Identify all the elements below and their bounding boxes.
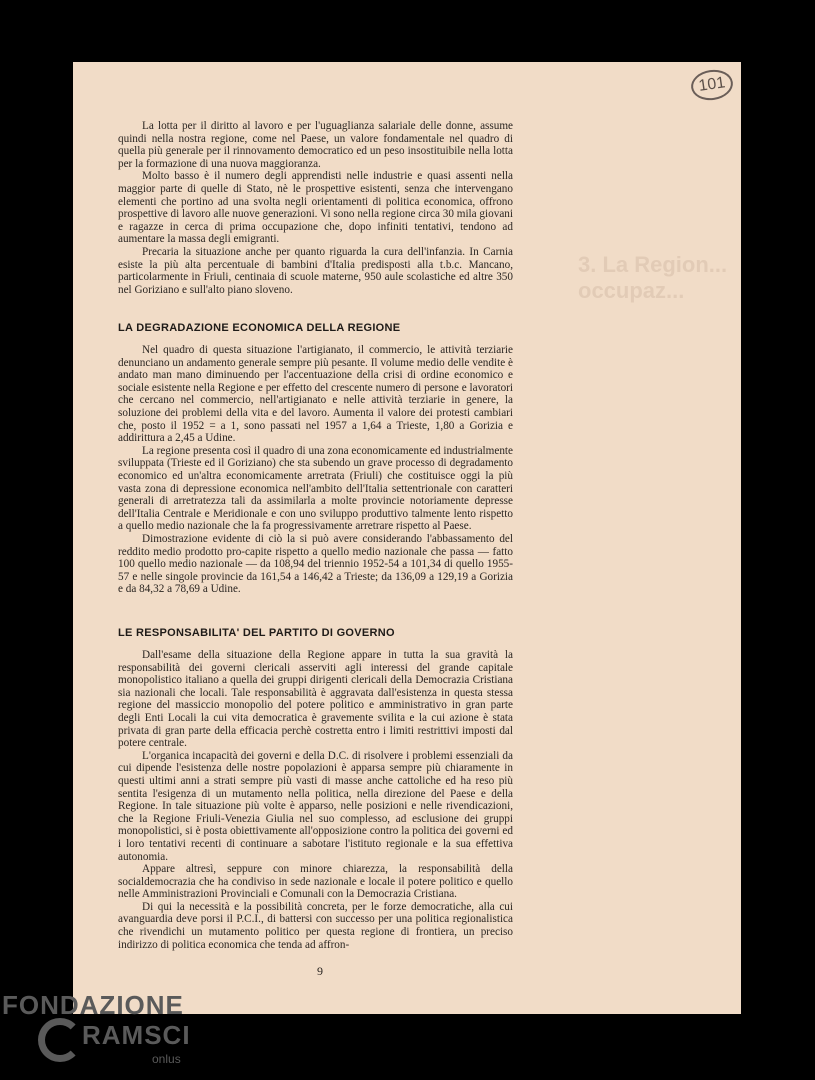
watermark-line1: FONDAZIONE bbox=[2, 990, 184, 1020]
paragraph: Dall'esame della situazione della Regione appare in tutta la sua gravità la responsabilità dei governi clericali asserviti agli interessi del grande capitale monopolistico italiano a quella dei gruppi dirigenti clericali della Democrazia Cristiana sia nazionali che locali. Tale responsabilità è aggravata dall'esistenza in questa stessa regione del massiccio monopolio del potere politico e amministrativo in gran parte degli Enti Locali la cui vita democratica è gravemente svilita e la cui azione è stata privata di gran parte della efficacia perchè costretta entro i limiti restrittivi imposti dal potere centrale. bbox=[118, 649, 513, 750]
paragraph: Precaria la situazione anche per quanto riguarda la cura dell'infanzia. In Carnia esiste la più alta percentuale di bambini d'Italia predisposti alla t.b.c. Mancano, particolarmente in Friuli, centinaia di scuole materne, 950 aule scolastiche ed altre 350 nel Goriziano e sull'alto piano sloveno. bbox=[118, 245, 513, 296]
paragraph: Nel quadro di questa situazione l'artigianato, il commercio, le attività terziarie denunciano un andamento generale sempre più pesante. Il volume medio delle vendite è andato man mano diminuendo per l'accentuazione della crisi di ordine economico e sociale esistente nella Regione e per effetto del crescente numero di persone e lavoratori che cercano nel commercio, nell'artigianato e nelle attività terziarie in genere, la soluzione dei problemi della vita e del lavoro. Aumenta il valore dei protesti cambiari che, posto il 1952 = a 1, sono passati nel 1957 a 1,64 a Trieste, 1,80 a Gorizia e addirittura a 2,45 a Udine. bbox=[118, 344, 513, 445]
page-number: 9 bbox=[317, 964, 323, 978]
paragraph: Appare altresì, seppure con minore chiarezza, la responsabilità della socialdemocrazia che ha condiviso in sede nazionale e locale il potere politico e quello nelle Amministrazioni Provinciali e Comunali con la Democrazia Cristiana. bbox=[118, 863, 513, 901]
watermark-g-logo-icon bbox=[38, 1018, 82, 1062]
watermark-line3: onlus bbox=[152, 1052, 181, 1066]
paragraph: Molto basso è il numero degli apprendisti nelle industrie e quasi assenti nella maggior parte di quelle di Stato, nè le prospettive esistenti, senza che intervengano elementi che portino ad una svolta negli orientamenti di politica economica, offrono prospettive di lavoro alle nuove generazioni. Vi sono nella regione circa 30 mila giovani e ragazze in cerca di prima occupazione che, dopo infiniti tentativi, tendono ad aumentare la massa degli emigranti. bbox=[118, 170, 513, 246]
paragraph: Dimostrazione evidente di ciò la si può avere considerando l'abbassamento del reddito medio prodotto pro-capite rispetto a quello medio nazionale che passa — fatto 100 quello medio nazionale — da 108,94 del triennio 1952-54 a 101,34 di quello 1955-57 e nelle singole provincie da 161,54 a 146,42 a Trieste; da 136,09 a 129,19 a Gorizia e da 84,32 a 78,69 a Udine. bbox=[118, 532, 513, 596]
document-page bbox=[73, 62, 741, 1014]
paragraph: La lotta per il diritto al lavoro e per l'uguaglianza salariale delle donne, assume quindi nella nostra regione, come nel Paese, un valore fondamentale nel quadro di quella più generale per il rinnovamento democratico ed un peso insostituibile nella lotta per la formazione di una nuova maggioranza. bbox=[118, 120, 513, 170]
paragraph: L'organica incapacità dei governi e della D.C. di risolvere i problemi essenziali da cui dipende l'esistenza delle nostre popolazioni è apparsa sempre più chiaramente in questi ultimi anni a strati sempre più vasti di masse anche cattoliche ed ha reso più sentita l'esigenza di un mutamento nella politica, nella direzione del Paese e della Regione. In tale situazione più volte è apparso, nelle posizioni e nelle rivendicazioni, che la Regione Friuli-Venezia Giulia nel suo complesso, ad esclusione dei gruppi monopolistici, si è posta obiettivamente all'opposizione contro la politica dei governi ed i loro tentativi recenti di continuare a sabotare l'istituto regionale e la sua effettiva autonomia. bbox=[118, 749, 513, 863]
paragraph: Di qui la necessità e la possibilità concreta, per le forze democratiche, alla cui avanguardia deve porsi il P.C.I., di battersi con successo per una politica regionalistica che rivendichi un mutamento politico per questa regione di frontiera, un preciso indirizzo di politica economica che tenda ad affron- bbox=[118, 900, 513, 951]
section-heading-degradazione: LA DEGRADAZIONE ECONOMICA DELLA REGIONE bbox=[118, 322, 401, 334]
paragraph: La regione presenta così il quadro di una zona economicamente ed industrialmente sviluppata (Trieste ed il Goriziano) che sta subendo un grave processo di degradamento economico ed un'altra economicamente arretrata (Friuli) che costituisce oggi la più vasta zona di depressione economica nell'ambito dell'Italia settentrionale con caratteri generali di arretratezza tali da assimilarla a molte provincie notoriamente depresse dell'Italia Centrale e Meridionale e con uno sviluppo produttivo talmente lento rispetto a quello medio nazionale che la fa progressivamente arretrare rispetto al Paese. bbox=[118, 444, 513, 533]
fondazione-gramsci-watermark bbox=[2, 990, 222, 1078]
watermark-line2: RAMSCI bbox=[82, 1020, 191, 1050]
section-degradazione bbox=[118, 344, 513, 596]
section-responsabilita bbox=[118, 649, 513, 951]
bleed-through-text: 3. La Region... occupaz... bbox=[578, 252, 728, 303]
section-heading-responsabilita: LE RESPONSABILITA' DEL PARTITO DI GOVERNO bbox=[118, 627, 395, 639]
archive-number-stamp: 101 bbox=[689, 67, 735, 103]
section-intro bbox=[118, 120, 513, 296]
